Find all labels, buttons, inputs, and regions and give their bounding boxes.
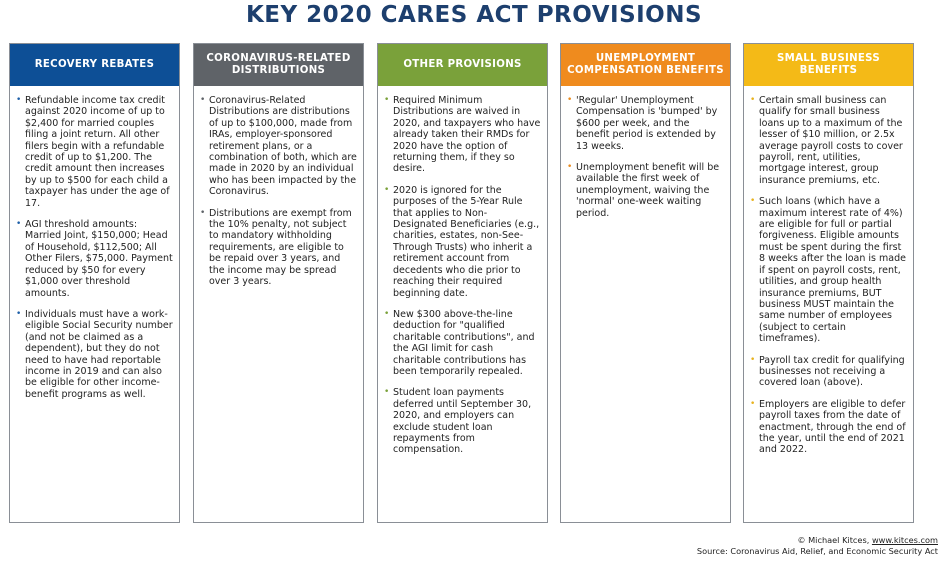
- list-item: • Such loans (which have a maximum interest rate of 4%) are eligible for full or partial forgiveness. Eligible amounts must be spent during the first 8 weeks after the loan is made if spent on payroll costs, rent, utilities, and group health insurance premiums, BUT business MUST maintain the same number of employees (subject to certain timeframes).: [750, 196, 907, 344]
- column-heading: UNEMPLOYMENT COMPENSATION BENEFITS: [561, 44, 730, 86]
- list-item: • Refundable income tax credit against 2020 income of up to $2,400 for married couples filing a joint return. All other filers begin with a refundable credit of up to $1,200. The credit amount then increases by up to $500 for each child a taxpayer has under the age of 17.: [16, 95, 173, 209]
- column-heading: SMALL BUSINESS BENEFITS: [744, 44, 913, 86]
- list-item: • Student loan payments deferred until September 30, 2020, and employers can exclude student loan repayments from compensation.: [384, 387, 541, 455]
- list-item: • Coronavirus-Related Distributions are distributions of up to $100,000, made from IRAs, employer-sponsored retirement plans, or a combination of both, which are made in 2020 by an individual who has been impacted by the Coronavirus.: [200, 95, 357, 198]
- credit-text: © Michael Kitces,: [797, 535, 870, 545]
- column-other-provisions: [377, 43, 548, 523]
- list-item: • AGI threshold amounts: Married Joint, $150,000; Head of Household, $112,500; All Other Filers, $75,000. Payment reduced by $50 for every $1,000 over threshold amounts.: [16, 219, 173, 299]
- column-unemployment-benefits: [560, 43, 731, 523]
- list-item: • Individuals must have a work-eligible Social Security number (and not be claimed as a dependent), but they do not need to have had reportable income in 2019 and can also be eligible for other income-benefit programs as well.: [16, 309, 173, 400]
- footer-source: Source: Coronavirus Aid, Relief, and Economic Security Act: [696, 546, 938, 556]
- provision-list: [200, 95, 357, 288]
- kitces-link[interactable]: www.kitces.com: [871, 535, 938, 545]
- list-item: • 2020 is ignored for the purposes of the 5-Year Rule that applies to Non-Designated Beneficiaries (e.g., charities, estates, non-See-Through Trusts) who inherit a retirement account from decedents who die prior to reaching their required beginning date.: [384, 185, 541, 299]
- column-coronavirus-distributions: [193, 43, 364, 523]
- footer-credit: [797, 535, 938, 546]
- provision-list: [567, 95, 724, 219]
- list-item: • Distributions are exempt from the 10% penalty, not subject to mandatory withholding requirements, are eligible to be repaid over 3 years, and the income may be spread over 3 years.: [200, 208, 357, 288]
- list-item: • Certain small business can qualify for small business loans up to a maximum of the lesser of $10 million, or 2.5x average payroll costs to cover payroll, rent, utilities, mortgage interest, group insurance premiums, etc.: [750, 95, 907, 186]
- list-item: • Required Minimum Distributions are waived in 2020, and taxpayers who have already taken their RMDs for 2020 have the option of returning them, if they so desire.: [384, 95, 541, 175]
- list-item: • Payroll tax credit for qualifying businesses not receiving a covered loan (above).: [750, 355, 907, 389]
- list-item: • Unemployment benefit will be available the first week of unemployment, waiving the 'normal' one-week waiting period.: [567, 162, 724, 219]
- provision-list: [750, 95, 907, 456]
- column-heading: CORONAVIRUS-RELATED DISTRIBUTIONS: [194, 44, 363, 86]
- list-item: • New $300 above-the-line deduction for "qualified charitable contributions", and the AGI limit for cash charitable contributions has been temporarily repealed.: [384, 309, 541, 377]
- provision-list: [384, 95, 541, 456]
- column-small-business-benefits: [743, 43, 914, 523]
- page-title: KEY 2020 CARES ACT PROVISIONS: [245, 2, 703, 28]
- column-heading: RECOVERY REBATES: [10, 44, 179, 86]
- column-recovery-rebates: [9, 43, 180, 523]
- provision-list: [16, 95, 173, 400]
- column-heading: OTHER PROVISIONS: [378, 44, 547, 86]
- list-item: • Employers are eligible to defer payroll taxes from the date of enactment, through the end of the year, until the end of 2021 and 2022.: [750, 399, 907, 456]
- list-item: • 'Regular' Unemployment Compensation is 'bumped' by $600 per week, and the benefit period is extended by 13 weeks.: [567, 95, 724, 152]
